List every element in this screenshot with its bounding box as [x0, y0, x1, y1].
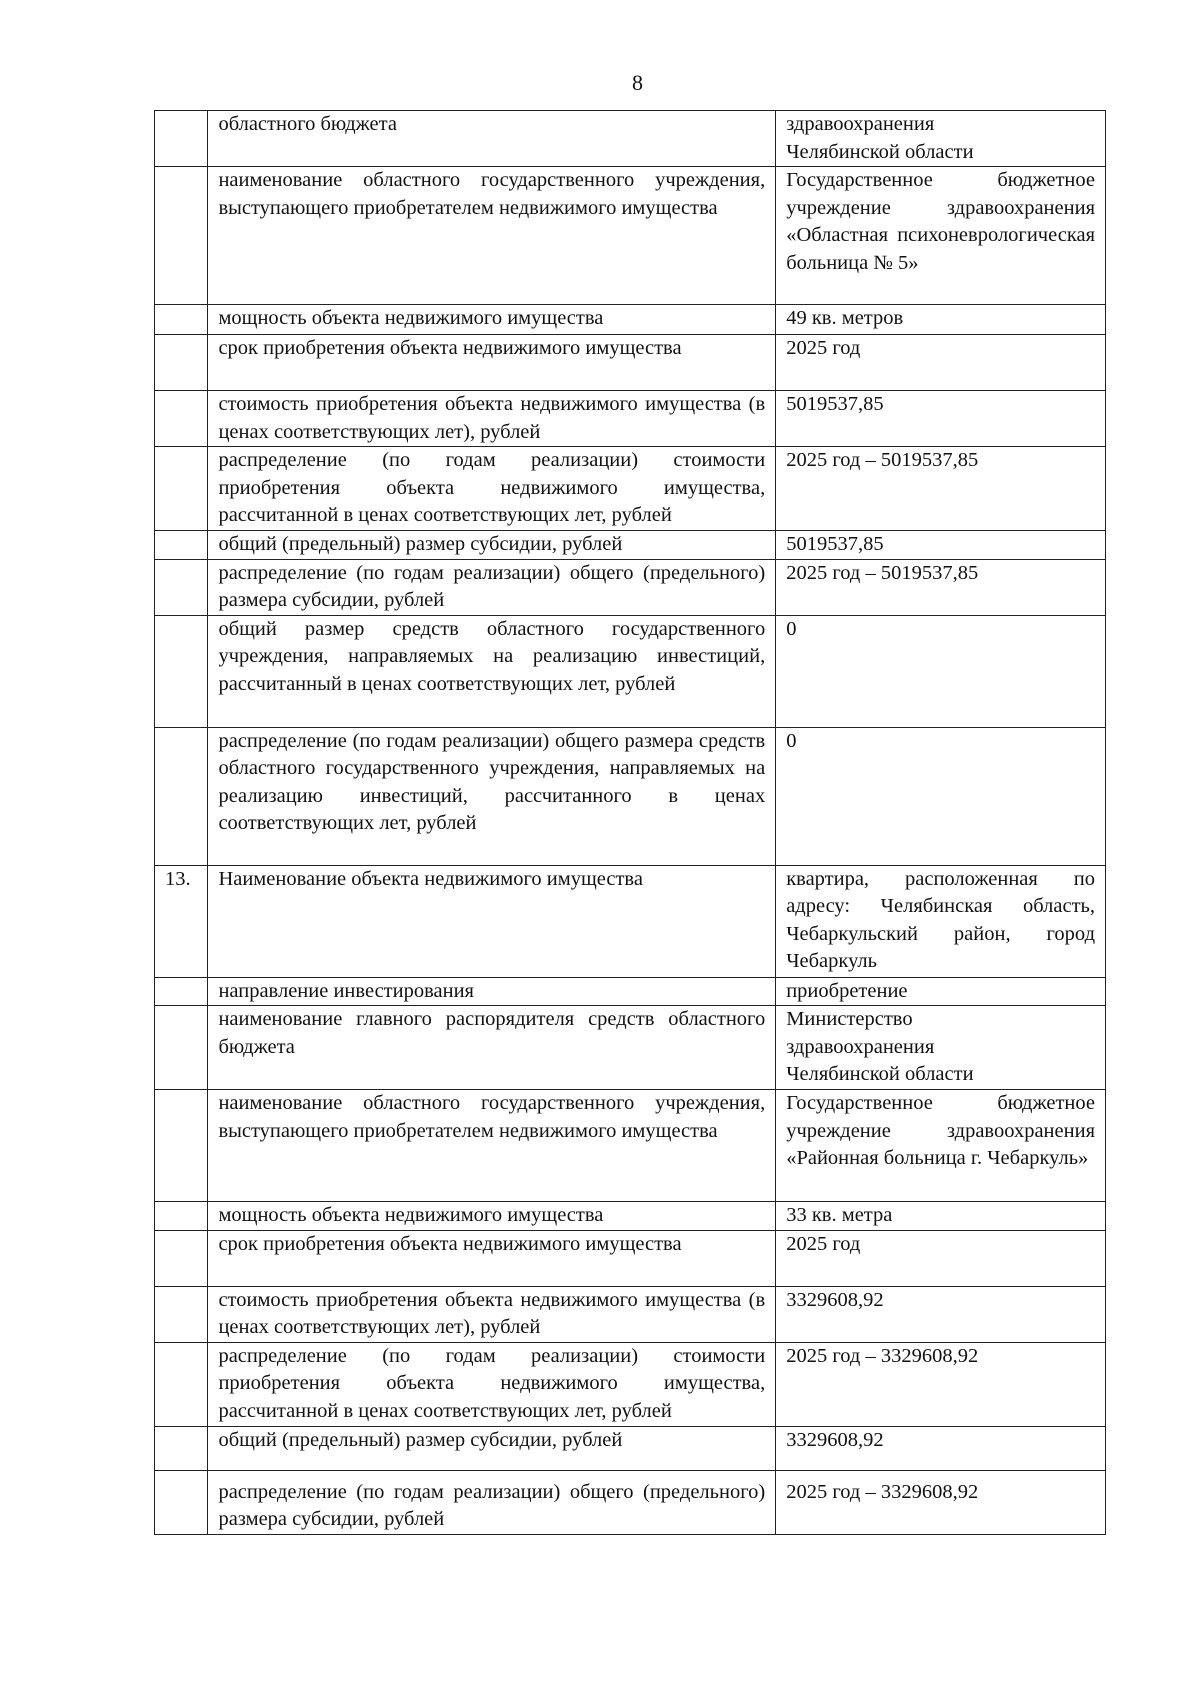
row-value-cell: 33 кв. метра: [776, 1202, 1106, 1231]
row-value-cell: Государственное бюджетное учреждение здравоохранения «Районная больница г. Чебаркуль»: [776, 1090, 1106, 1202]
row-value-cell: 0: [776, 727, 1106, 865]
row-value-cell: здравоохранения Челябинской области: [776, 111, 1106, 167]
table-row: [155, 1090, 1106, 1202]
row-label-cell: распределение (по годам реализации) общего (предельного) размера субсидии, рублей: [208, 1470, 776, 1534]
table-row: [155, 167, 1106, 305]
table-row: [155, 865, 1106, 977]
row-value-cell: 2025 год – 3329608,92: [776, 1470, 1106, 1534]
row-label-cell: стоимость приобретения объекта недвижимого имущества (в ценах соответствующих лет), рублей: [208, 1286, 776, 1342]
row-label-cell: распределение (по годам реализации) общего (предельного) размера субсидии, рублей: [208, 559, 776, 615]
row-number-cell: [155, 305, 208, 335]
row-value-cell: приобретение: [776, 977, 1106, 1006]
row-number-cell: [155, 727, 208, 865]
row-value-cell: 3329608,92: [776, 1426, 1106, 1470]
row-value-cell: 49 кв. метров: [776, 305, 1106, 335]
row-value-cell: 5019537,85: [776, 531, 1106, 560]
row-value-cell: 0: [776, 615, 1106, 727]
row-value-cell: 2025 год – 3329608,92: [776, 1342, 1106, 1426]
row-value-cell: 2025 год: [776, 335, 1106, 391]
table-row: [155, 727, 1106, 865]
row-number-cell: [155, 977, 208, 1006]
row-number-cell: [155, 335, 208, 391]
row-number-cell: [155, 111, 208, 167]
table-row: [155, 335, 1106, 391]
table-row: [155, 977, 1106, 1006]
table-row: [155, 1426, 1106, 1470]
row-label-cell: областного бюджета: [208, 111, 776, 167]
row-value-cell: Государственное бюджетное учреждение здравоохранения «Областная психоневрологическая больница № 5»: [776, 167, 1106, 305]
investment-objects-table: [154, 110, 1106, 1535]
row-number-cell: [155, 1202, 208, 1231]
table-row: [155, 559, 1106, 615]
row-value-cell: 2025 год – 5019537,85: [776, 559, 1106, 615]
row-label-cell: направление инвестирования: [208, 977, 776, 1006]
row-label-cell: стоимость приобретения объекта недвижимого имущества (в ценах соответствующих лет), рублей: [208, 391, 776, 447]
table-row: [155, 1342, 1106, 1426]
row-number-cell: [155, 1470, 208, 1534]
table-row: [155, 1230, 1106, 1286]
table-row: [155, 305, 1106, 335]
row-label-cell: общий размер средств областного государственного учреждения, направляемых на реализацию инвестиций, рассчитанный в ценах соответствующих лет, рублей: [208, 615, 776, 727]
row-number-cell: [155, 615, 208, 727]
table-row: [155, 391, 1106, 447]
row-label-cell: наименование областного государственного учреждения, выступающего приобретателем недвижимого имущества: [208, 167, 776, 305]
row-label-cell: наименование главного распорядителя средств областного бюджета: [208, 1006, 776, 1090]
table-row: [155, 531, 1106, 560]
row-value-cell: квартира, расположенная по адресу: Челябинская область, Чебаркульский район, город Чебаркуль: [776, 865, 1106, 977]
table-row: [155, 111, 1106, 167]
row-number-cell: [155, 447, 208, 531]
row-number-cell: [155, 531, 208, 560]
row-number-cell: [155, 1090, 208, 1202]
table-row: [155, 1470, 1106, 1534]
row-number-cell: [155, 167, 208, 305]
row-value-cell: 2025 год – 5019537,85: [776, 447, 1106, 531]
row-value-cell: 5019537,85: [776, 391, 1106, 447]
row-number-cell: [155, 391, 208, 447]
row-value-cell: Министерство здравоохранения Челябинской области: [776, 1006, 1106, 1090]
row-number-cell: [155, 1230, 208, 1286]
table-row: [155, 615, 1106, 727]
row-label-cell: срок приобретения объекта недвижимого имущества: [208, 1230, 776, 1286]
row-label-cell: Наименование объекта недвижимого имущества: [208, 865, 776, 977]
row-value-cell: 3329608,92: [776, 1286, 1106, 1342]
row-value-cell: 2025 год: [776, 1230, 1106, 1286]
table-row: [155, 447, 1106, 531]
row-number-cell: [155, 1426, 208, 1470]
row-label-cell: общий (предельный) размер субсидии, рублей: [208, 531, 776, 560]
row-label-cell: срок приобретения объекта недвижимого имущества: [208, 335, 776, 391]
row-number-cell: 13.: [155, 865, 208, 977]
row-label-cell: распределение (по годам реализации) стоимости приобретения объекта недвижимого имущества, рассчитанной в ценах соответствующих лет, рублей: [208, 447, 776, 531]
row-number-cell: [155, 559, 208, 615]
table-row: [155, 1006, 1106, 1090]
row-number-cell: [155, 1006, 208, 1090]
page-number: 8: [632, 70, 643, 95]
row-label-cell: общий (предельный) размер субсидии, рублей: [208, 1426, 776, 1470]
row-label-cell: мощность объекта недвижимого имущества: [208, 1202, 776, 1231]
table-row: [155, 1286, 1106, 1342]
table-row: [155, 1202, 1106, 1231]
row-label-cell: распределение (по годам реализации) стоимости приобретения объекта недвижимого имущества, рассчитанной в ценах соответствующих лет, рублей: [208, 1342, 776, 1426]
row-label-cell: мощность объекта недвижимого имущества: [208, 305, 776, 335]
row-label-cell: распределение (по годам реализации) общего размера средств областного государственного учреждения, направляемых на реализацию инвестиций, рассчитанного в ценах соответствующих лет, рублей: [208, 727, 776, 865]
row-label-cell: наименование областного государственного учреждения, выступающего приобретателем недвижимого имущества: [208, 1090, 776, 1202]
row-number-cell: [155, 1342, 208, 1426]
row-number-cell: [155, 1286, 208, 1342]
